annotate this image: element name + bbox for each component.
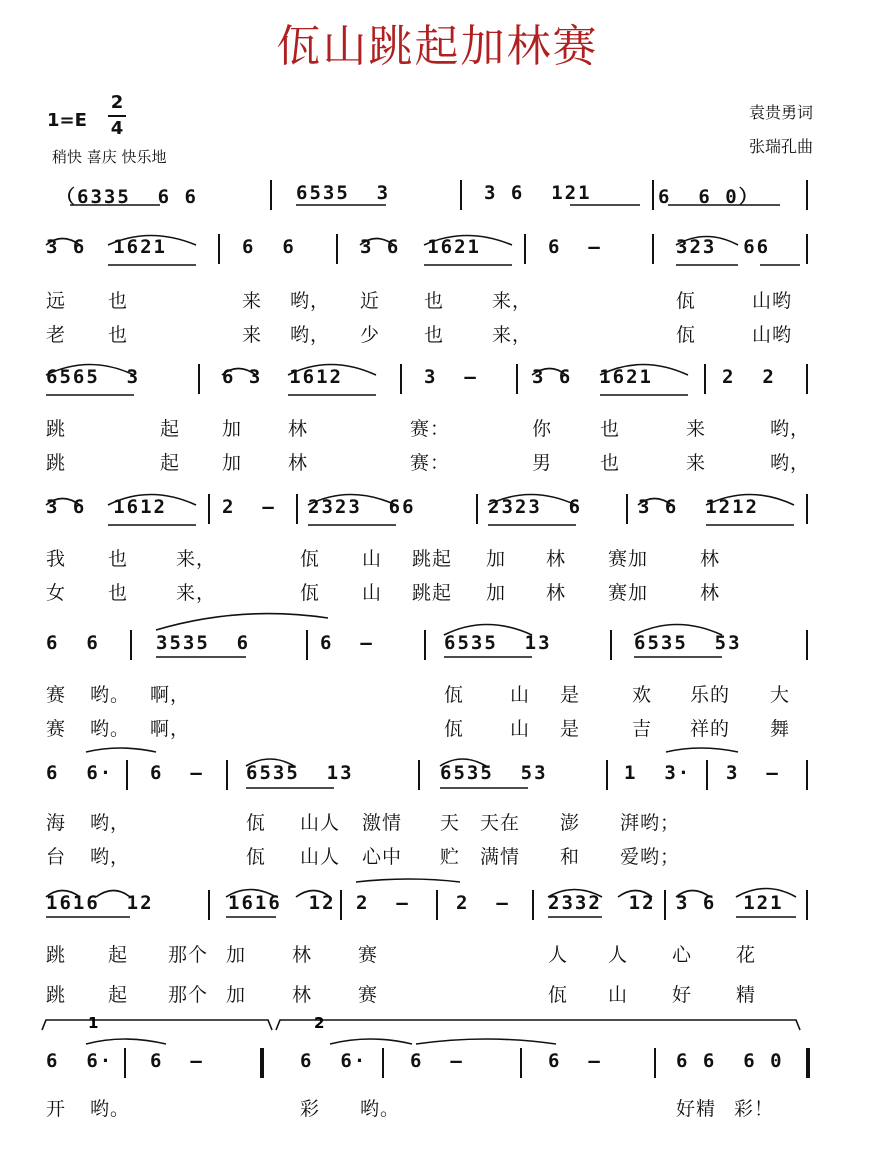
lyric-word: 山人 bbox=[300, 846, 341, 868]
measure-notes: （6335 6 6 bbox=[56, 186, 198, 208]
lyric-word: 佤 bbox=[246, 846, 267, 868]
lyric-word: 林 bbox=[700, 548, 721, 570]
measure-notes: 6 6· bbox=[300, 1050, 368, 1072]
lyric-word: 也 bbox=[108, 582, 129, 604]
lyric-word: 佤 bbox=[300, 548, 321, 570]
lyric-word: 林 bbox=[546, 548, 567, 570]
measure-notes: 6 6 0） bbox=[658, 186, 760, 208]
measure-notes: 3 – bbox=[726, 762, 780, 784]
lyric-word: 彩 bbox=[300, 1098, 321, 1120]
measure-notes: 6 – bbox=[320, 632, 374, 654]
lyric-word: 哟。 bbox=[90, 1098, 131, 1120]
lyric-word: 哟， bbox=[90, 812, 131, 834]
time-numerator: 2 bbox=[110, 92, 124, 113]
lyric-word: 哟， bbox=[290, 290, 331, 312]
lyric-word: 起 bbox=[160, 418, 181, 440]
measure-notes: 3 6 1212 bbox=[638, 496, 759, 518]
measure-notes: 6 – bbox=[548, 236, 602, 258]
measure-notes: 6 – bbox=[410, 1050, 464, 1072]
measure-notes: 6 3 1612 bbox=[222, 366, 343, 388]
lyric-word: 啊， bbox=[150, 718, 191, 740]
lyric-word: 也 bbox=[108, 290, 129, 312]
lyric-word: 赛 bbox=[358, 944, 379, 966]
measure-notes: 1 3· bbox=[624, 762, 692, 784]
lyric-word: 佤 bbox=[444, 684, 465, 706]
lyric-word: 来， bbox=[176, 548, 217, 570]
lyric-word: 佤 bbox=[444, 718, 465, 740]
lyric-word: 赛加 bbox=[608, 582, 649, 604]
lyric-word: 哟， bbox=[770, 418, 811, 440]
measure-notes: 6 6 6 0 bbox=[676, 1050, 784, 1072]
measure-notes: 3 6 1621 bbox=[532, 366, 653, 388]
time-denominator: 4 bbox=[110, 118, 124, 139]
lyric-word: 哟， bbox=[290, 324, 331, 346]
lyric-word: 赛 bbox=[46, 718, 67, 740]
lyric-word: 来 bbox=[686, 418, 707, 440]
lyric-word: 佤 bbox=[676, 290, 697, 312]
composer-credit: 张瑞孔曲 bbox=[748, 137, 813, 156]
lyric-word: 山 bbox=[362, 582, 383, 604]
lyric-word: 跳 bbox=[46, 418, 67, 440]
lyric-word: 舞 bbox=[770, 718, 791, 740]
lyric-word: 赛 bbox=[358, 984, 379, 1006]
lyric-word: 佤 bbox=[300, 582, 321, 604]
measure-notes: 6535 13 bbox=[246, 762, 354, 784]
lyric-word: 澎 bbox=[560, 812, 581, 834]
lyric-word: 人 bbox=[548, 944, 569, 966]
measure-notes: 3 6 121 bbox=[484, 182, 592, 204]
measure-notes: 2323 66 bbox=[308, 496, 416, 518]
tempo-marking: 稍快 喜庆 快乐地 bbox=[52, 148, 167, 166]
lyric-word: 天在 bbox=[480, 812, 521, 834]
lyric-word: 好精 bbox=[676, 1098, 717, 1120]
lyric-word: 跳起 bbox=[412, 548, 453, 570]
lyric-word: 赛： bbox=[410, 452, 451, 474]
lyric-word: 彩！ bbox=[734, 1098, 775, 1120]
lyric-word: 是 bbox=[560, 718, 581, 740]
lyric-word: 来 bbox=[242, 290, 263, 312]
measure-notes: 2 – bbox=[456, 892, 510, 914]
lyric-word: 山 bbox=[608, 984, 629, 1006]
lyric-word: 远 bbox=[46, 290, 67, 312]
measure-notes: 6 6 bbox=[46, 632, 100, 654]
lyric-word: 哟。 bbox=[90, 684, 131, 706]
lyric-word: 少 bbox=[360, 324, 381, 346]
lyric-word: 加 bbox=[226, 984, 247, 1006]
measure-notes: 1616 12 bbox=[46, 892, 154, 914]
lyric-word: 赛加 bbox=[608, 548, 649, 570]
lyric-word: 也 bbox=[600, 418, 621, 440]
lyric-word: 林 bbox=[292, 984, 313, 1006]
measure-notes: 3535 6 bbox=[156, 632, 251, 654]
lyric-word: 也 bbox=[108, 548, 129, 570]
lyric-word: 人 bbox=[608, 944, 629, 966]
measure-notes: 6535 3 bbox=[296, 182, 391, 204]
key-signature: 1=E bbox=[47, 110, 87, 131]
lyricist-credit: 袁贵勇词 bbox=[748, 103, 813, 122]
lyric-word: 心 bbox=[672, 944, 693, 966]
lyric-word: 近 bbox=[360, 290, 381, 312]
lyric-word: 来， bbox=[492, 290, 533, 312]
measure-notes: 6565 3 bbox=[46, 366, 141, 388]
lyric-word: 花 bbox=[736, 944, 757, 966]
lyric-word: 是 bbox=[560, 684, 581, 706]
measure-notes: 2 – bbox=[356, 892, 410, 914]
lyric-word: 海 bbox=[46, 812, 67, 834]
lyric-word: 也 bbox=[424, 324, 445, 346]
lyric-word: 好 bbox=[672, 984, 693, 1006]
lyric-word: 老 bbox=[46, 324, 67, 346]
lyric-word: 来 bbox=[686, 452, 707, 474]
measure-notes: 3 6 1612 bbox=[46, 496, 167, 518]
lyric-word: 起 bbox=[108, 984, 129, 1006]
volta-2-label: 2 bbox=[314, 1014, 325, 1032]
lyric-word: 林 bbox=[546, 582, 567, 604]
lyric-word: 来 bbox=[242, 324, 263, 346]
lyric-word: 跳起 bbox=[412, 582, 453, 604]
lyric-word: 欢 bbox=[632, 684, 653, 706]
measure-notes: 6 – bbox=[548, 1050, 602, 1072]
lyric-word: 也 bbox=[108, 324, 129, 346]
measure-notes: 2332 12 bbox=[548, 892, 656, 914]
measure-notes: 6 6· bbox=[46, 762, 114, 784]
measure-notes: 6535 53 bbox=[634, 632, 742, 654]
lyric-word: 跳 bbox=[46, 452, 67, 474]
lyric-word: 哟， bbox=[770, 452, 811, 474]
lyric-word: 男 bbox=[532, 452, 553, 474]
measure-notes: 2 2 bbox=[722, 366, 776, 388]
measure-notes: 6 6 bbox=[242, 236, 296, 258]
lyric-word: 大 bbox=[770, 684, 791, 706]
lyric-word: 湃哟； bbox=[620, 812, 681, 834]
lyric-word: 起 bbox=[160, 452, 181, 474]
measure-notes: 1616 12 bbox=[228, 892, 336, 914]
lyric-word: 天 bbox=[440, 812, 461, 834]
lyric-word: 山 bbox=[510, 684, 531, 706]
lyric-word: 山 bbox=[362, 548, 383, 570]
lyric-word: 吉 bbox=[632, 718, 653, 740]
measure-notes: 323 66 bbox=[676, 236, 771, 258]
lyric-word: 林 bbox=[700, 582, 721, 604]
lyric-word: 啊， bbox=[150, 684, 191, 706]
lyric-word: 赛： bbox=[410, 418, 451, 440]
lyric-word: 那个 bbox=[168, 984, 209, 1006]
lyric-word: 精 bbox=[736, 984, 757, 1006]
measure-notes: 3 6 1621 bbox=[360, 236, 481, 258]
lyric-word: 加 bbox=[222, 452, 243, 474]
lyric-word: 林 bbox=[292, 944, 313, 966]
lyric-word: 哟。 bbox=[360, 1098, 401, 1120]
lyric-word: 爱哟； bbox=[620, 846, 681, 868]
lyric-word: 加 bbox=[226, 944, 247, 966]
lyric-word: 加 bbox=[486, 582, 507, 604]
lyric-word: 哟， bbox=[90, 846, 131, 868]
lyric-word: 起 bbox=[108, 944, 129, 966]
lyric-word: 贮 bbox=[440, 846, 461, 868]
lyric-word: 跳 bbox=[46, 944, 67, 966]
lyric-word: 加 bbox=[222, 418, 243, 440]
lyric-word: 台 bbox=[46, 846, 67, 868]
measure-notes: 6 6· bbox=[46, 1050, 114, 1072]
lyric-word: 祥的 bbox=[690, 718, 731, 740]
measure-notes: 6 – bbox=[150, 1050, 204, 1072]
measure-notes: 2323 6 bbox=[488, 496, 583, 518]
lyric-word: 也 bbox=[600, 452, 621, 474]
lyric-word: 那个 bbox=[168, 944, 209, 966]
lyric-word: 跳 bbox=[46, 984, 67, 1006]
lyric-word: 山人 bbox=[300, 812, 341, 834]
measure-notes: 6 – bbox=[150, 762, 204, 784]
lyric-word: 山 bbox=[510, 718, 531, 740]
volta-1-label: 1 bbox=[88, 1014, 99, 1032]
song-title: 佤山跳起加林赛 bbox=[276, 21, 599, 72]
lyric-word: 激情 bbox=[362, 812, 403, 834]
lyric-word: 和 bbox=[560, 846, 581, 868]
lyric-word: 乐的 bbox=[690, 684, 731, 706]
lyric-word: 佤 bbox=[676, 324, 697, 346]
lyric-word: 来， bbox=[176, 582, 217, 604]
lyric-word: 林 bbox=[288, 418, 309, 440]
lyric-word: 佤 bbox=[548, 984, 569, 1006]
lyric-word: 来， bbox=[492, 324, 533, 346]
lyric-word: 我 bbox=[46, 548, 67, 570]
lyric-word: 也 bbox=[424, 290, 445, 312]
lyric-word: 心中 bbox=[362, 846, 403, 868]
lyric-word: 你 bbox=[532, 418, 553, 440]
lyric-word: 山哟 bbox=[752, 290, 793, 312]
lyric-word: 加 bbox=[486, 548, 507, 570]
measure-notes: 2 – bbox=[222, 496, 276, 518]
lyric-word: 开 bbox=[46, 1098, 67, 1120]
measure-notes: 3 – bbox=[424, 366, 478, 388]
lyric-word: 佤 bbox=[246, 812, 267, 834]
lyric-word: 哟。 bbox=[90, 718, 131, 740]
measure-notes: 3 6 121 bbox=[676, 892, 784, 914]
lyric-word: 满情 bbox=[480, 846, 521, 868]
lyric-word: 林 bbox=[288, 452, 309, 474]
lyric-word: 山哟 bbox=[752, 324, 793, 346]
measure-notes: 3 6 1621 bbox=[46, 236, 167, 258]
measure-notes: 6535 53 bbox=[440, 762, 548, 784]
lyric-word: 女 bbox=[46, 582, 67, 604]
measure-notes: 6535 13 bbox=[444, 632, 552, 654]
lyric-word: 赛 bbox=[46, 684, 67, 706]
